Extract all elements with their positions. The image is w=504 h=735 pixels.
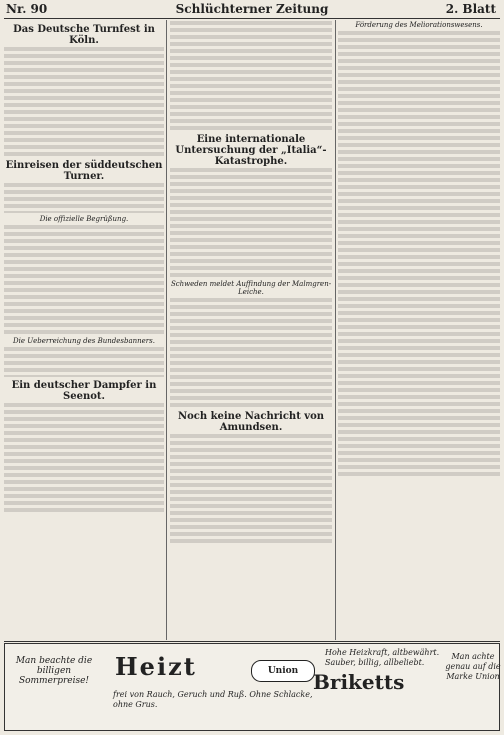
article-heading: Eine internationale Untersuchung der „Italia“-Katastrophe.	[175, 134, 327, 167]
column-divider	[166, 20, 167, 640]
article-body	[4, 225, 164, 335]
issue-number: Nr. 90	[6, 2, 48, 16]
article-body	[170, 298, 332, 408]
article-body	[338, 31, 500, 141]
ad-brand-left: Heizt	[115, 652, 197, 681]
advertisement	[4, 643, 500, 731]
newspaper-title: Schlüchterner Zeitung	[175, 2, 329, 16]
article-body	[170, 434, 332, 544]
article-body	[4, 47, 164, 157]
article-body	[4, 183, 164, 213]
column-3	[338, 21, 500, 639]
article-heading: Das Deutsche Turnfest in Köln.	[13, 24, 155, 46]
article-heading: Noch keine Nachricht von Amundsen.	[177, 411, 325, 433]
article-heading: Einreisen der süddeutschen Turner.	[5, 160, 163, 182]
ad-left-slogan: Man beachte die billigen Sommerpreise!	[15, 656, 93, 686]
ad-right-slogan: Man achte genau auf die Marke Union	[445, 652, 501, 681]
sheet-number: 2. Blatt	[445, 2, 496, 16]
article-subheading: Förderung des Meliorationswesens.	[355, 21, 483, 29]
column-2	[170, 21, 332, 639]
ad-sub-slogan: frei von Rauch, Geruch und Ruß. Ohne Schlacke, ohne Grus.	[113, 690, 313, 709]
ad-brand-right: Briketts	[313, 670, 405, 694]
column-divider	[335, 20, 336, 640]
article-heading: Ein deutscher Dampfer in Seenot.	[11, 380, 157, 402]
masthead-rule	[4, 18, 500, 19]
column-1	[4, 21, 164, 639]
advertisement-rule	[4, 641, 500, 642]
article-subheading: Die Ueberreichung des Bundesbanners.	[13, 337, 155, 345]
article-body	[338, 255, 500, 365]
article-subheading: Die offizielle Begrüßung.	[39, 215, 129, 223]
article-body	[4, 403, 164, 513]
article-body	[170, 168, 332, 278]
union-badge-icon: Union	[251, 660, 315, 682]
masthead	[0, 0, 504, 18]
article-body	[170, 21, 332, 131]
article-body	[4, 347, 164, 377]
article-body	[338, 143, 500, 253]
ad-top-slogan: Hohe Heizkraft, altbewährt. Sauber, billig, allbeliebt.	[325, 648, 440, 667]
article-subheading: Schweden meldet Auffindung der Malmgren-Leiche.	[170, 280, 332, 296]
article-body	[338, 367, 500, 477]
